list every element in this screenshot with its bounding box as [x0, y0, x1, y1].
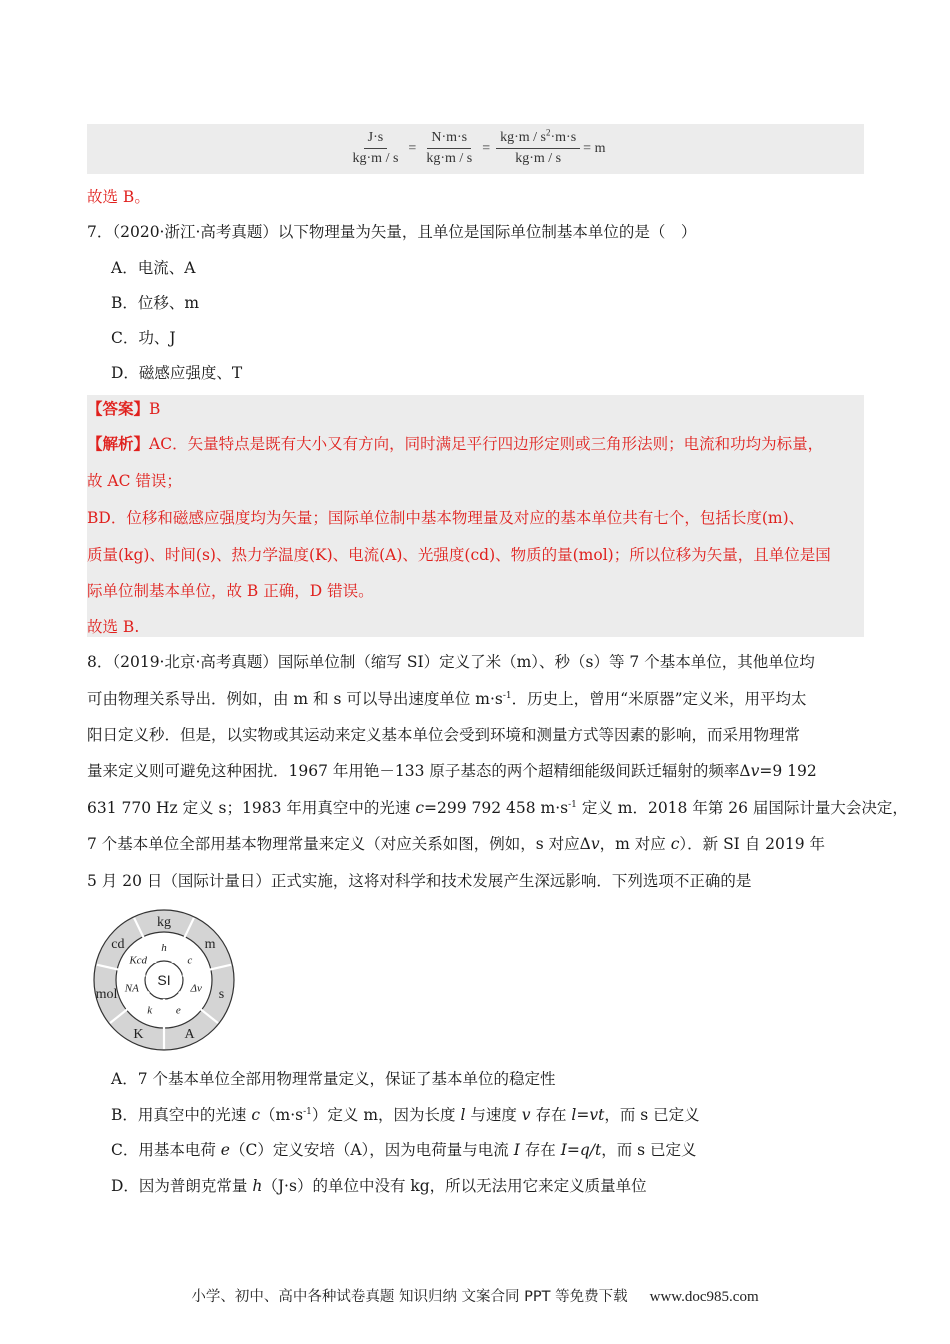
unit-cd: cd	[111, 937, 125, 953]
q7-option-a: A．电流、A	[111, 259, 196, 277]
q7-analysis-line-1: 【解析】AC．矢量特点是既有大小又有方向，同时满足平行四边形定则或三角形法则；电流和功均为标量，	[87, 434, 824, 453]
si-units-diagram	[92, 908, 236, 1052]
fraction-3-numerator: $kg\cdot m / s^2\cdot m\cdot s$	[496, 130, 580, 149]
constant-k: k	[147, 1004, 153, 1017]
constant-delta-nu: Δν	[190, 982, 202, 995]
q8-option-c: C．用基本电荷 e（C）定义安培（A），因为电荷量与电流 I 存在 I=q/t，而 s 已定义	[111, 1141, 697, 1159]
fraction-1	[349, 130, 403, 167]
constant-NA: NA	[124, 982, 139, 995]
unit-m: m	[204, 937, 216, 953]
fraction-2-denominator: kg·m / s	[426, 151, 473, 166]
q8-line-3: 阳日定义秒．但是，以实物或其运动来定义基本单位会受到环境和测量方式等因素的影响，而采用物理常	[87, 726, 801, 744]
q7-option-c: C．功、J	[111, 329, 176, 347]
q7-analysis-line-4: 质量(kg)、时间(s)、热力学温度(K)、电流(A)、光强度(cd)、物质的量(mol)；所以位移为矢量，且单位是国	[87, 546, 831, 564]
q8-line-7: 5 月 20 日（国际计量日）正式实施，这将对科学和技术发展产生深远影响．下列选项不正确的是	[87, 872, 752, 890]
page-footer	[0, 1285, 950, 1306]
unit-s: s	[218, 987, 225, 1003]
fraction-1-denominator: kg·m / s	[352, 151, 399, 166]
equals-sign: =	[408, 140, 417, 156]
q7-option-b: B．位移、m	[111, 294, 200, 312]
footer-url[interactable]: www.doc985.com	[649, 1289, 759, 1305]
constant-h: h	[161, 942, 167, 954]
constant-e: e	[175, 1004, 181, 1017]
fraction-2-numerator: N·m·s	[427, 130, 471, 149]
q8-line-1: 8．（2019·北京·高考真题）国际单位制（缩写 SI）定义了米（m）、秒（s）等 7 个基本单位，其他单位均	[87, 653, 815, 671]
q8-line-5: 631 770 Hz 定义 s；1983 年用真空中的光速 c=299 792 458 $m\cdot s^{-1}$ 定义 m．2018 年第 26 届国际计量大会决定，	[87, 799, 908, 817]
q8-line-4: 量来定义则可避免这种困扰．1967 年用铯－133 原子基态的两个超精细能级间跃迁辐射的频率Δv=9 192	[87, 762, 817, 780]
constant-Kcd: Kcd	[129, 954, 148, 967]
formula-result: = m	[583, 140, 606, 156]
unit-K: K	[133, 1027, 144, 1043]
q7-analysis-line-2: 故 AC 错误；	[87, 472, 182, 490]
q7-analysis-line-6: 故选 B.	[87, 618, 140, 636]
q8-line-2: 可由物理关系导出．例如，由 m 和 s 可以导出速度单位 $m\cdot s^{-1}$．历史上，曾用“米原器”定义米，用平均太	[87, 690, 807, 708]
fraction-3-denominator: kg·m / s	[515, 151, 562, 166]
q8-option-d: D．因为普朗克常量 h（J·s）的单位中没有 kg，所以无法用它来定义质量单位	[111, 1177, 647, 1195]
unit-mol: mol	[95, 987, 118, 1003]
q8-option-a: A．7 个基本单位全部用物理常量定义，保证了基本单位的稳定性	[111, 1070, 556, 1088]
q7-stem: 7．（2020·浙江·高考真题）以下物理量为矢量，且单位是国际单位制基本单位的是（ ）	[87, 223, 697, 241]
footer-text: 小学、初中、高中各种试卷真题 知识归纳 文案合同 PPT 等免费下载	[191, 1289, 628, 1305]
formula-box	[87, 124, 864, 174]
q7-analysis-line-5: 际单位制基本单位，故 B 正确，D 错误。	[87, 582, 374, 600]
q8-line-6: 7 个基本单位全部用基本物理常量来定义（对应关系如图，例如，s 对应Δv，m 对应 c）．新 SI 自 2019 年	[87, 835, 826, 853]
si-center-label: SI	[157, 972, 171, 988]
fraction-3	[496, 127, 580, 167]
previous-conclusion: 故选 B。	[87, 188, 150, 206]
constant-c: c	[187, 954, 193, 967]
fraction-2	[422, 130, 476, 167]
q8-option-b: B．用真空中的光速 $c(m\cdot s^{-1})$定义 m，因为长度 l 与速度 v 存在 l=vt，而 s 已定义	[111, 1106, 700, 1124]
fraction-1-numerator: J·s	[364, 130, 388, 149]
unit-derivation-formula	[87, 127, 864, 167]
equals-sign: =	[482, 140, 491, 156]
q7-option-d: D．磁感应强度、T	[111, 364, 243, 382]
q7-answer: 【答案】B	[87, 399, 161, 418]
unit-A: A	[184, 1027, 195, 1043]
q7-analysis-line-3: BD．位移和磁感应强度均为矢量；国际单位制中基本物理量及对应的基本单位共有七个，包括长度(m)、	[87, 509, 805, 527]
unit-kg: kg	[157, 915, 171, 930]
